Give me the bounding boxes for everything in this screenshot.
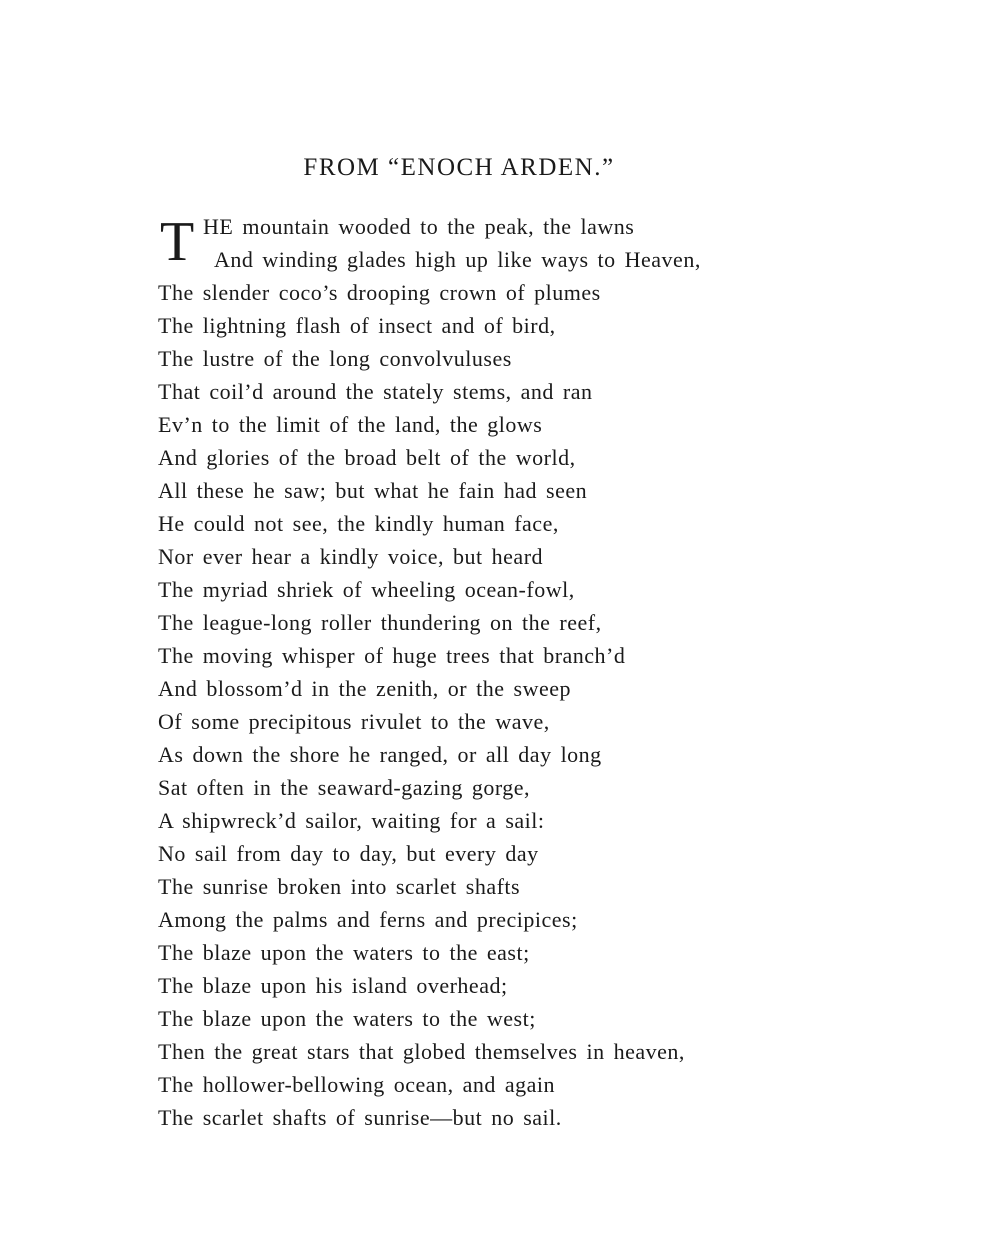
poem-line: The league-long roller thundering on the reef,: [158, 610, 602, 635]
poem-line: Nor ever hear a kindly voice, but heard: [158, 544, 544, 569]
poem-line: A shipwreck’d sailor, waiting for a sail:: [158, 808, 545, 833]
poem-line: HE mountain wooded to the peak, the lawns: [203, 214, 635, 239]
drop-cap: T: [160, 211, 195, 273]
poem-line: Of some precipitous rivulet to the wave,: [158, 709, 550, 734]
poem-line: No sail from day to day, but every day: [158, 841, 539, 866]
poem-title: FROM “ENOCH ARDEN.”: [303, 154, 615, 181]
poem-line: The blaze upon the waters to the west;: [158, 1006, 536, 1031]
poem-line: The lustre of the long convolvuluses: [158, 346, 512, 371]
poem-line: As down the shore he ranged, or all day long: [158, 742, 602, 767]
poem-line: And winding glades high up like ways to Heaven,: [214, 247, 701, 272]
poem-line: The myriad shriek of wheeling ocean-fowl,: [158, 577, 575, 602]
poem-line: Ev’n to the limit of the land, the glows: [158, 412, 543, 437]
poem-line: And glories of the broad belt of the world,: [158, 445, 576, 470]
poem-line: The blaze upon his island overhead;: [158, 973, 508, 998]
poem-line: The scarlet shafts of sunrise—but no sail.: [158, 1105, 562, 1130]
poem-line: Sat often in the seaward-gazing gorge,: [158, 775, 531, 800]
poem-line: The moving whisper of huge trees that branch’d: [158, 643, 626, 668]
poem-line: The slender coco’s drooping crown of plumes: [158, 280, 601, 305]
poem-line: Then the great stars that globed themselves in heaven,: [158, 1039, 685, 1064]
poem-line: The lightning flash of insect and of bird,: [158, 313, 556, 338]
poem-line: The hollower-bellowing ocean, and again: [158, 1072, 555, 1097]
poem-line: And blossom’d in the zenith, or the sweep: [158, 676, 571, 701]
poem-body: [158, 210, 938, 1134]
poem-line: The blaze upon the waters to the east;: [158, 940, 530, 965]
poem-line: That coil’d around the stately stems, and ran: [158, 379, 593, 404]
poem-opening: [158, 210, 938, 276]
poem-lines: [158, 276, 938, 1134]
poem-line: All these he saw; but what he fain had seen: [158, 478, 588, 503]
poem-line: The sunrise broken into scarlet shafts: [158, 874, 521, 899]
poem-line: Among the palms and ferns and precipices;: [158, 907, 578, 932]
poem-line: He could not see, the kindly human face,: [158, 511, 559, 536]
